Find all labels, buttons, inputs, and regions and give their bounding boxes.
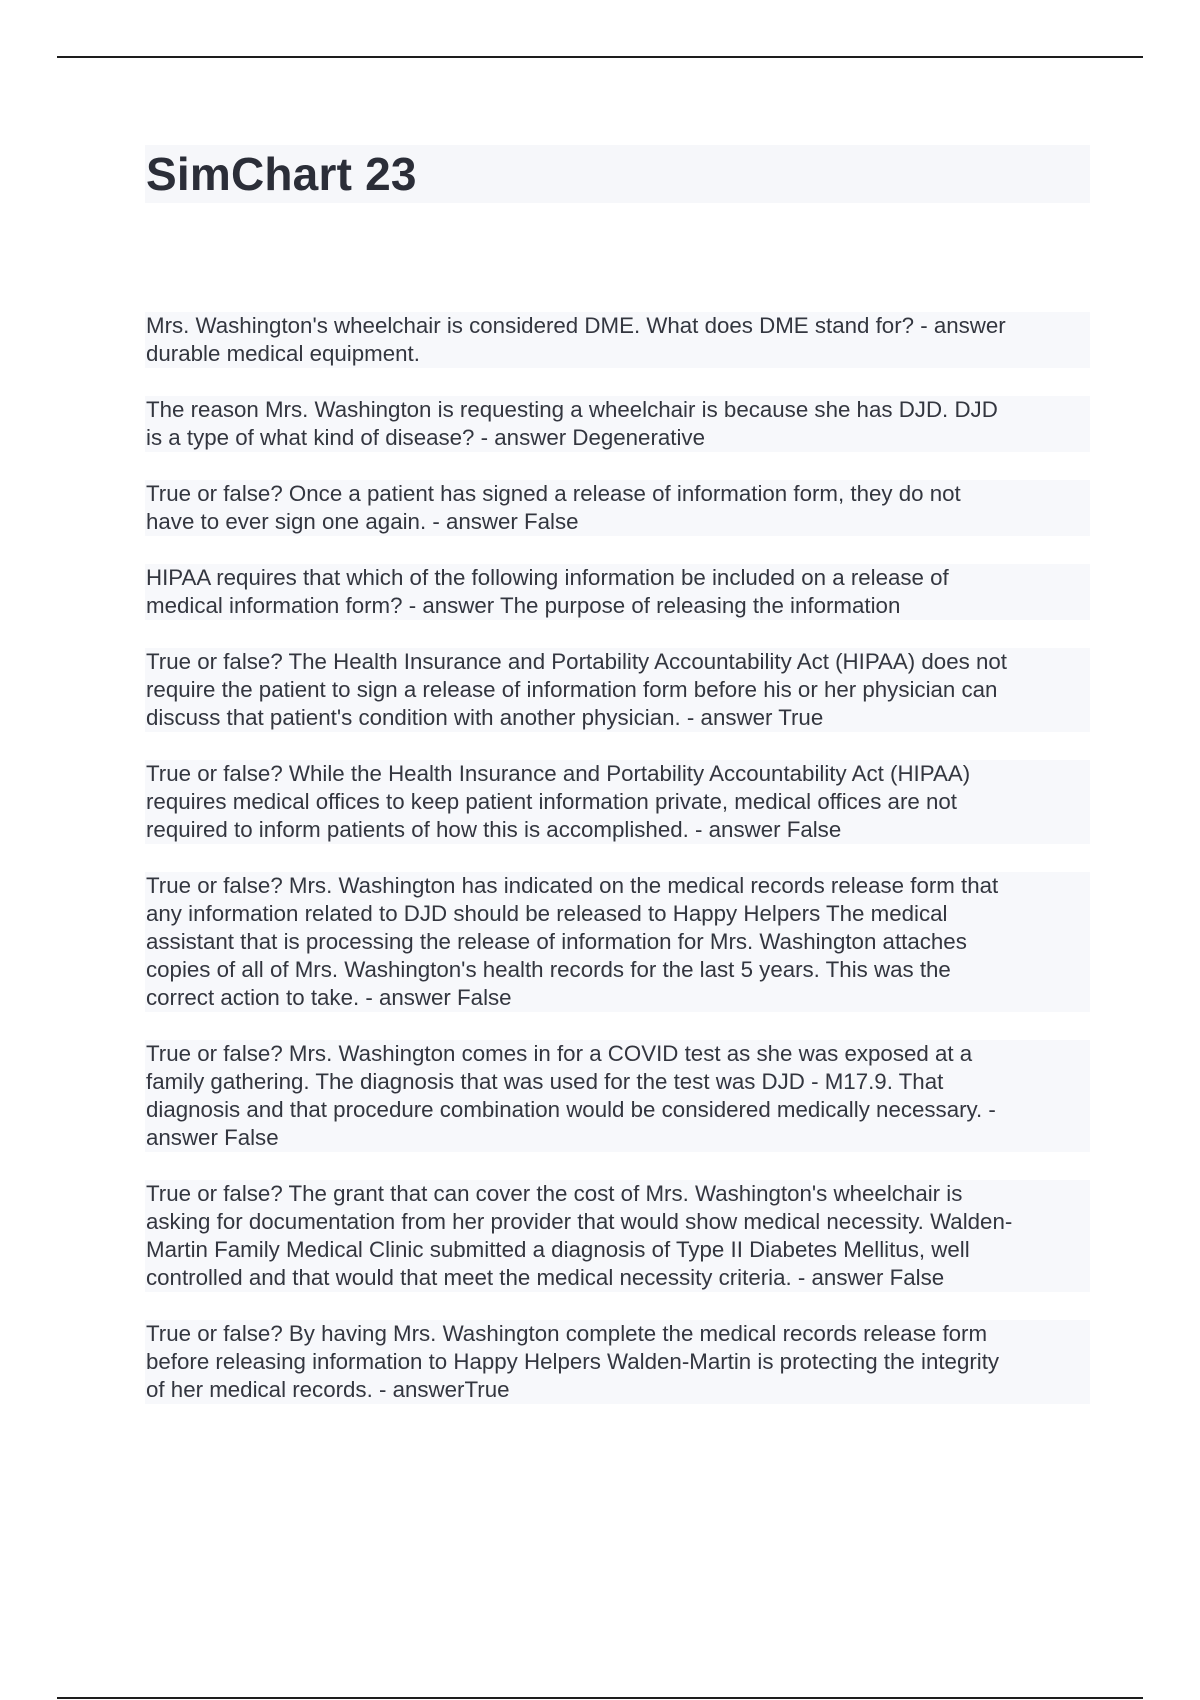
qa-item: True or false? The grant that can cover the cost of Mrs. Washington's wheelchair is asking for documentation from her provider that would show medical necessity. Walden- Martin Family Medical Clinic submitted a diagnosis of Type II Diabetes Mellitus, well controlled and that would that meet the medical necessity criteria. - answer False bbox=[145, 1180, 1090, 1292]
qa-item: Mrs. Washington's wheelchair is considered DME. What does DME stand for? - answer durable medical equipment. bbox=[145, 312, 1090, 368]
top-divider bbox=[57, 56, 1143, 58]
qa-item: True or false? The Health Insurance and Portability Accountability Act (HIPAA) does not require the patient to sign a release of information form before his or her physician can discuss that patient's condition with another physician. - answer True bbox=[145, 648, 1090, 732]
bottom-divider bbox=[57, 1697, 1143, 1699]
qa-item: The reason Mrs. Washington is requesting a wheelchair is because she has DJD. DJD is a type of what kind of disease? - answer Degenerative bbox=[145, 396, 1090, 452]
qa-item: True or false? While the Health Insurance and Portability Accountability Act (HIPAA) requires medical offices to keep patient information private, medical offices are not required to inform patients of how this is accomplished. - answer False bbox=[145, 760, 1090, 844]
qa-item: True or false? Mrs. Washington comes in for a COVID test as she was exposed at a family gathering. The diagnosis that was used for the test was DJD - M17.9. That diagnosis and that procedure combination would be considered medically necessary. - answer False bbox=[145, 1040, 1090, 1152]
qa-item: HIPAA requires that which of the following information be included on a release of medical information form? - answer The purpose of releasing the information bbox=[145, 564, 1090, 620]
qa-item: True or false? Mrs. Washington has indicated on the medical records release form that any information related to DJD should be released to Happy Helpers The medical assistant that is processing the release of information for Mrs. Washington attaches copies of all of Mrs. Washington's health records for the last 5 years. This was the correct action to take. - answer False bbox=[145, 872, 1090, 1012]
qa-item: True or false? By having Mrs. Washington complete the medical records release form before releasing information to Happy Helpers Walden-Martin is protecting the integrity of her medical records. - answerTrue bbox=[145, 1320, 1090, 1404]
page-title: SimChart 23 bbox=[146, 148, 417, 200]
qa-item: True or false? Once a patient has signed a release of information form, they do not have to ever sign one again. - answer False bbox=[145, 480, 1090, 536]
qa-list bbox=[145, 312, 1090, 1432]
